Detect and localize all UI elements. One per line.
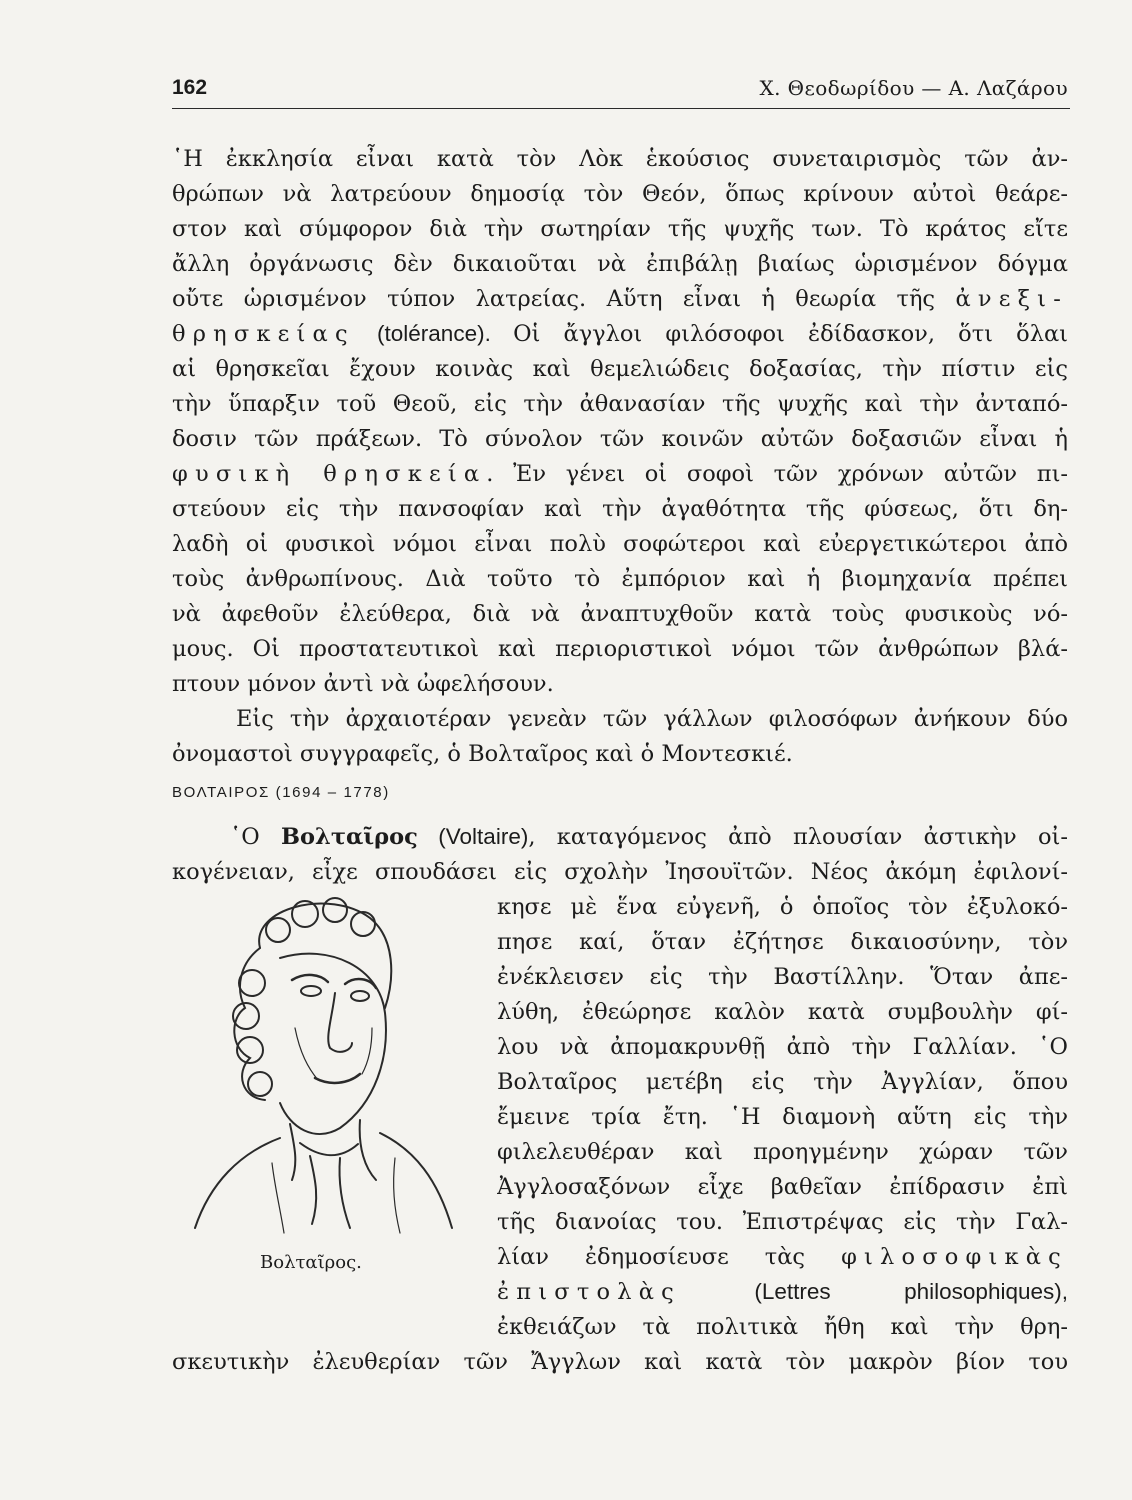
latin-term: (Lettres philosophiques), [680, 1279, 1068, 1304]
text-line [497, 1277, 1068, 1307]
text-line: πησε καί, ὅταν ἐζήτησε δικαιοσύνην, τὸν [497, 929, 1068, 955]
text-line: πτουν μόνον ἀντὶ νὰ ὠφελήσουν. [172, 671, 554, 697]
text-line: λαδὴ οἱ φυσικοὶ νόμοι εἶναι πολὺ σοφώτεροι καὶ εὐεργετικώτεροι ἀπὸ [172, 531, 1068, 557]
header-rule [172, 108, 1070, 109]
text-line: ἐκθειάζων τὰ πολιτικὰ ἤθη καὶ τὴν θρη- [497, 1314, 1068, 1340]
spaced-term: φυσικὴ θρησκεία [172, 461, 487, 487]
text-line: λου νὰ ἀπομακρυνθῇ ἀπὸ τὴν Γαλλίαν. ῾Ο [497, 1034, 1068, 1060]
text-line: μους. Οἱ προστατευτικοὶ καὶ περιοριστικοὶ νόμοι τῶν ἀνθρώπων βλά- [172, 636, 1068, 662]
text-line: ἐνέκλεισεν εἰς τὴν Βαστίλλην. Ὅταν ἀπε- [497, 964, 1068, 990]
text-segment: ῾Ο [230, 824, 282, 850]
text-line: αἱ θρησκεῖαι ἔχουν κοινὰς καὶ θεμελιώδεις δοξασίας, τὴν πίστιν εἰς [172, 356, 1068, 382]
spaced-term: θρησκείας [172, 321, 355, 347]
spaced-term: ἐπιστολὰς [497, 1279, 681, 1305]
running-title: Χ. Θεοδωρίδου — Α. Λαζάρου [759, 76, 1068, 100]
text-line: θρώπων νὰ λατρεύουν δημοσίᾳ τὸν Θεόν, ὅπως κρίνουν αὐτοὶ θεάρε- [172, 181, 1068, 207]
text-line: τὴν ὕπαρξιν τοῦ Θεοῦ, εἰς τὴν ἀθανασίαν τῆς ψυχῆς καὶ τὴν ἀνταπό- [172, 391, 1068, 417]
text-line: στεύουν εἰς τὴν πανσοφίαν καὶ τὴν ἀγαθότητα τῆς φύσεως, ὅτι δη- [172, 496, 1068, 522]
text-line [172, 284, 1068, 314]
spaced-term: ἀνεξι- [955, 286, 1068, 312]
text-line: Εἰς τὴν ἀρχαιοτέραν γενεὰν τῶν γάλλων φιλοσόφων ἀνήκουν δύο [236, 706, 1068, 732]
text-segment: . Ἐν γένει οἱ σοφοὶ τῶν χρόνων αὐτῶν πι- [486, 461, 1068, 487]
text-line: Ἀγγλοσαξόνων εἶχε βαθεῖαν ἐπίδρασιν ἐπὶ [497, 1174, 1068, 1200]
text-line: τοὺς ἀνθρωπίνους. Διὰ τοῦτο τὸ ἐμπόριον καὶ ἡ βιομηχανία πρέπει [172, 566, 1068, 592]
text-line: ἔμεινε τρία ἔτη. ῾Η διαμονὴ αὕτη εἰς τὴν [497, 1104, 1068, 1130]
page-number: 162 [172, 76, 208, 99]
text-line: δοσιν τῶν πράξεων. Τὸ σύνολον τῶν κοινῶν αὐτῶν δοξασιῶν εἶναι ἡ [172, 426, 1068, 452]
text-line: ὀνομαστοὶ συγγραφεῖς, ὁ Βολταῖρος καὶ ὁ Μοντεσκιέ. [172, 741, 793, 767]
text-line: σκευτικὴν ἐλευθερίαν τῶν Ἄγγλων καὶ κατὰ τὸν μακρὸν βίον του [172, 1349, 1068, 1375]
text-line: φιλελευθέραν καὶ προηγμένην χώραν τῶν [497, 1139, 1068, 1165]
text-line: λύθη, ἐθεώρησε καλὸν κατὰ συμβουλὴν φί- [497, 999, 1068, 1025]
bold-term: Βολταῖρος [281, 824, 418, 850]
latin-term: (Voltaire) [417, 824, 529, 849]
text-line: ῾Η ἐκκλησία εἶναι κατὰ τὸν Λὸκ ἑκούσιος συνεταιρισμὸς τῶν ἀν- [172, 146, 1068, 172]
text-line: νὰ ἀφεθοῦν ἐλεύθερα, διὰ νὰ ἀναπτυχθοῦν κατὰ τοὺς φυσικοὺς νό- [172, 601, 1068, 627]
text-segment: λίαν ἐδημοσίευσε τὰς [497, 1244, 842, 1270]
section-heading: ΒΟΛΤΑΙΡΟΣ (1694 – 1778) [172, 784, 390, 801]
text-line [172, 459, 1068, 489]
spaced-term: φιλοσοφικὰς [841, 1244, 1068, 1270]
text-line [230, 822, 1068, 852]
text-segment: Οἱ ἄγγλοι φιλόσοφοι ἐδίδασκον, ὅτι ὅλαι [513, 321, 1068, 347]
text-segment: , καταγόμενος ἀπὸ πλουσίαν ἀστικὴν οἰ- [528, 824, 1068, 850]
text-line: στον καὶ σύμφορον διὰ τὴν σωτηρίαν τῆς ψυχῆς των. Τὸ κράτος εἴτε [172, 216, 1068, 242]
text-line: Βολταῖρος μετέβη εἰς τὴν Ἀγγλίαν, ὅπου [497, 1069, 1068, 1095]
text-line: κησε μὲ ἕνα εὐγενῆ, ὁ ὁποῖος τὸν ἐξυλοκό- [497, 894, 1068, 920]
text-line [172, 319, 1068, 349]
latin-term: (tolérance). [354, 321, 514, 346]
voltaire-portrait [180, 888, 470, 1236]
text-line [497, 1242, 1068, 1272]
text-line: ἄλλη ὀργάνωσις δὲν δικαιοῦται νὰ ἐπιβάλῃ βιαίως ὡρισμένον δόγμα [172, 251, 1068, 277]
text-line: τῆς διανοίας του. Ἐπιστρέψας εἰς τὴν Γαλ- [497, 1209, 1068, 1235]
text-segment: οὔτε ὡρισμένον τύπον λατρείας. Αὕτη εἶναι ἡ θεωρία τῆς [172, 286, 956, 312]
portrait-caption: Βολταῖρος. [260, 1252, 362, 1273]
text-line: κογένειαν, εἶχε σπουδάσει εἰς σχολὴν Ἰησουϊτῶν. Νέος ἀκόμη ἐφιλονί- [172, 859, 1068, 885]
